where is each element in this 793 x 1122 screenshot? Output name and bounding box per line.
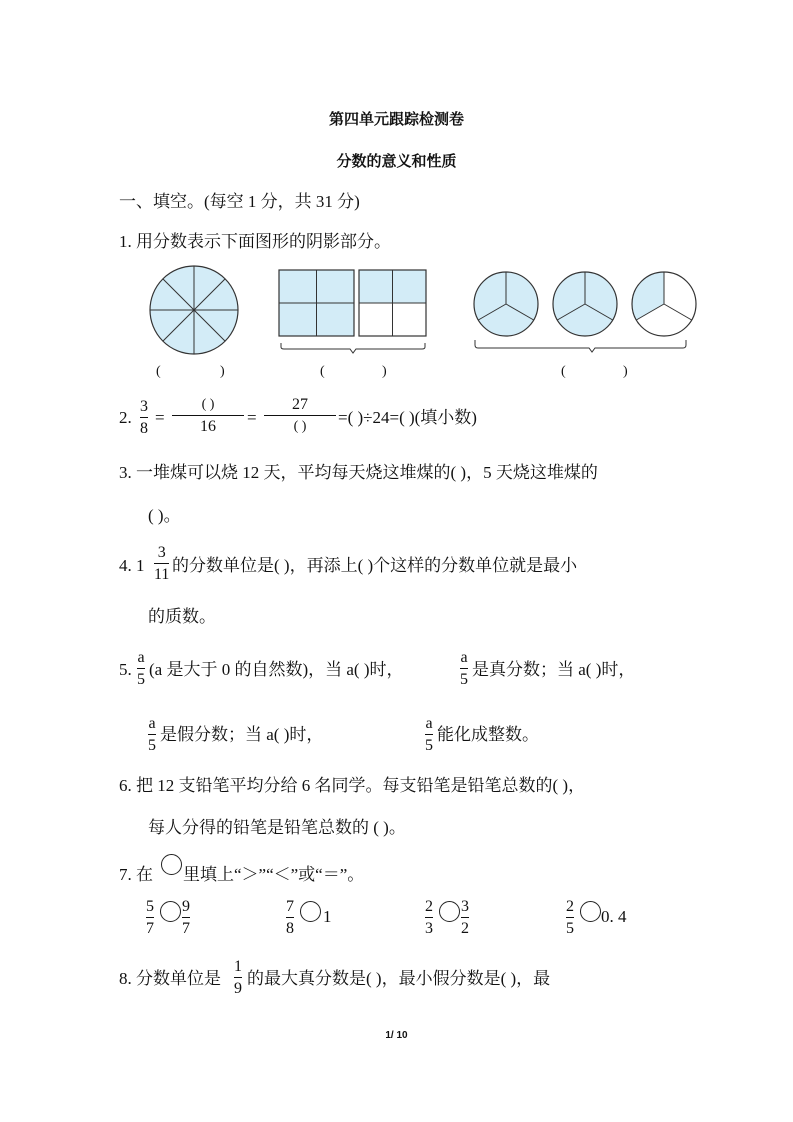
circle-thirds-figure-2 [553, 272, 617, 336]
q2-number: 2. [119, 408, 132, 427]
q5-fraction-a-5-2 [460, 649, 468, 689]
q5-f3-numerator: a [148, 715, 156, 732]
page-number: 1/ 10 [385, 1030, 408, 1041]
q7-item-1-left-fraction [146, 898, 154, 938]
q7-i3-left-num: 2 [425, 898, 433, 915]
q7-item-3-right-fraction [461, 898, 469, 938]
q7-item-1-right-fraction [182, 898, 190, 938]
circle-thirds-figure-1 [474, 272, 538, 336]
q7-item-3-left-fraction [425, 898, 433, 938]
q4-numerator: 3 [157, 544, 166, 561]
q2-f2-numerator: ( ) [201, 397, 215, 412]
q2-f1-denominator: 8 [140, 420, 148, 437]
q7-i3-right-den: 2 [461, 920, 469, 937]
q7-i1-right-num: 9 [182, 898, 190, 915]
square-figure-2 [359, 270, 426, 336]
q5-segment-3: 是假分数；当 a( )时， [160, 725, 324, 744]
q1-blank-1-close: ) [220, 364, 225, 379]
q1-blank-3-close: ) [623, 364, 628, 379]
q7-i2-left-num: 7 [286, 898, 294, 915]
question-1-text: 1. 用分数表示下面图形的阴影部分。 [119, 232, 391, 251]
page-title: 第四单元跟踪检测卷 [328, 110, 464, 128]
question-3-line-2: ( )。 [148, 506, 181, 525]
q7-i1-right-den: 7 [182, 920, 190, 937]
q7-item-2-left-fraction [286, 898, 294, 938]
q7-i3-left-den: 3 [425, 920, 433, 937]
question-6-line-1: 6. 把 12 支铅笔平均分给 6 名同学。每支铅笔是铅笔总数的( )， [119, 776, 586, 795]
q5-segment-1: (a 是大于 0 的自然数)，当 a( )时， [149, 660, 404, 679]
q7-i4-left-den: 5 [566, 920, 574, 937]
q7-text-pre: 7. 在 [119, 865, 153, 884]
q1-figures [100, 262, 720, 357]
q7-item-4-compare-circle[interactable] [580, 901, 601, 922]
q2-f3-numerator: 27 [292, 396, 308, 413]
q5-f1-denominator: 5 [137, 671, 145, 688]
q7-item-2-compare-circle[interactable] [300, 901, 321, 922]
q5-fraction-a-5-4 [425, 715, 433, 755]
q8-text-post: 的最大真分数是( )，最小假分数是( )，最 [247, 969, 551, 988]
q1-blank-2-close: ) [382, 364, 387, 379]
section-heading: 一、填空。(每空 1 分，共 31 分) [119, 192, 360, 211]
q7-item-4-left-fraction [566, 898, 574, 938]
q1-blank-1-open: ( [156, 364, 161, 379]
q7-i3-right-num: 3 [461, 898, 469, 915]
q2-fraction-3-8 [140, 398, 148, 438]
q8-text-pre: 8. 分数单位是 [119, 969, 221, 988]
q5-f4-numerator: a [425, 715, 433, 732]
circle-eighths-figure [150, 266, 238, 354]
q8-fraction-1-9 [234, 958, 242, 998]
q7-item-1-compare-circle[interactable] [160, 901, 181, 922]
q7-item-3-compare-circle[interactable] [439, 901, 460, 922]
q4-prefix: 4. 1 [119, 556, 145, 575]
q5-fraction-a-5-3 [148, 715, 156, 755]
q4-fraction-3-11 [154, 544, 169, 584]
q7-item-2-right-value: 1 [323, 907, 332, 926]
q2-equals-1: = [155, 408, 165, 427]
q2-rest-text: =( )÷24=( )(填小数) [338, 408, 477, 427]
q8-numerator: 1 [234, 958, 242, 975]
question-6-line-2: 每人分得的铅笔是铅笔总数的 ( )。 [148, 818, 406, 837]
q5-f1-numerator: a [137, 649, 145, 666]
q5-segment-4: 能化成整数。 [437, 725, 539, 744]
q7-i2-left-den: 8 [286, 920, 294, 937]
q7-i1-left-den: 7 [146, 920, 154, 937]
q2-f2-denominator: 16 [200, 418, 216, 435]
q5-segment-2: 是真分数；当 a( )时， [472, 660, 636, 679]
q7-instruction-circle [161, 854, 182, 875]
q4-denominator: 11 [154, 566, 170, 583]
square-figure-1 [279, 270, 354, 336]
question-4-line-1: 的分数单位是( )，再添上( )个这样的分数单位就是最小 [172, 556, 578, 575]
q2-f1-numerator: 3 [140, 398, 148, 415]
q5-prefix: 5. [119, 660, 132, 679]
q7-text-post: 里填上“＞”“＜”或“＝”。 [183, 865, 365, 884]
q5-f4-denominator: 5 [425, 737, 433, 754]
q8-denominator: 9 [234, 980, 242, 997]
q5-f2-numerator: a [460, 649, 468, 666]
page-subtitle: 分数的意义和性质 [336, 152, 457, 170]
q5-f2-denominator: 5 [460, 671, 468, 688]
q2-fraction-27-blank [264, 396, 336, 436]
q5-fraction-a-5-1 [137, 649, 145, 689]
question-4-line-2: 的质数。 [148, 607, 216, 626]
q2-equals-2: = [247, 408, 257, 427]
question-3-line-1: 3. 一堆煤可以烧 12 天，平均每天烧这堆煤的( )，5 天烧这堆煤的 [119, 463, 598, 482]
q7-i1-left-num: 5 [146, 898, 154, 915]
q7-i4-left-num: 2 [566, 898, 574, 915]
q2-f3-denominator: ( ) [293, 419, 307, 434]
q5-f3-denominator: 5 [148, 737, 156, 754]
q7-item-4-right-value: 0. 4 [601, 907, 627, 926]
q1-blank-2-open: ( [320, 364, 325, 379]
q2-fraction-blank-16 [172, 396, 244, 436]
circle-thirds-figure-3 [632, 272, 696, 336]
q1-blank-3-open: ( [561, 364, 566, 379]
